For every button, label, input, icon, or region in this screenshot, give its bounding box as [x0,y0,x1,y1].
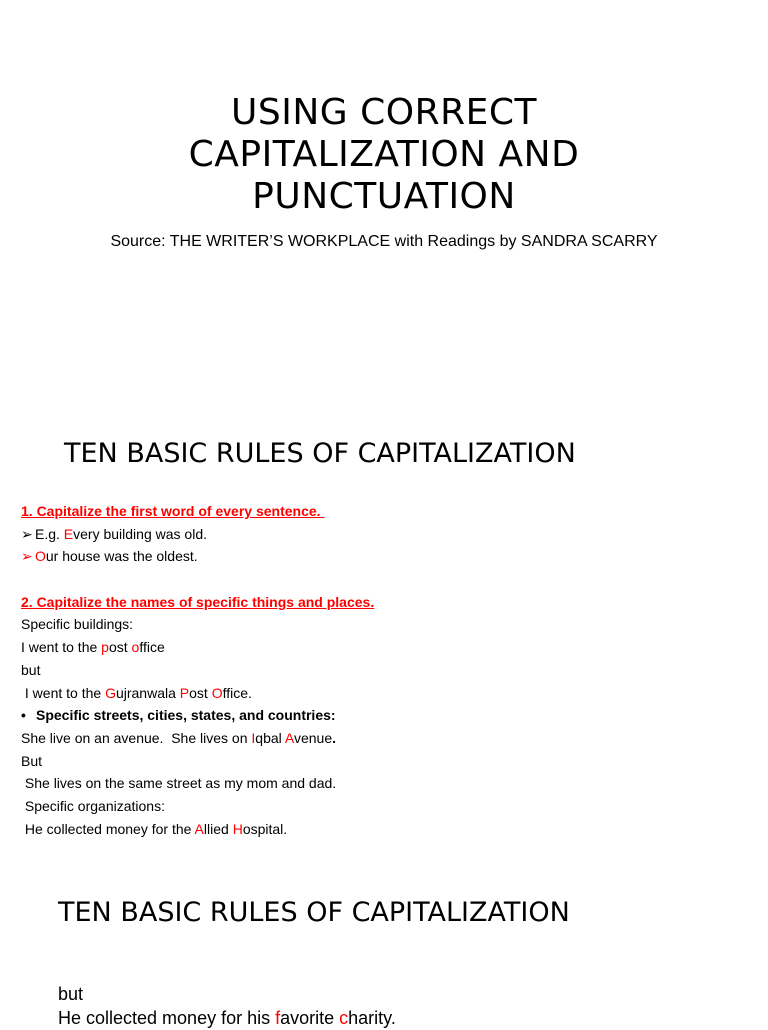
capital-letter: A [284,729,294,746]
example-text: ur house was the oldest. [45,548,198,565]
example-text: venue [293,729,333,746]
example-line [58,1006,758,1030]
example-text: ujranwala [115,684,180,701]
category-label-text: Specific streets, cities, states, and countries: [36,707,336,724]
title-slide [0,92,768,252]
example-line [21,682,741,705]
example-text: He collected money for the [21,820,195,837]
example-text: qbal [255,729,285,746]
example-text: very building was old. [73,525,207,542]
bullet-icon: • [21,707,26,724]
example-text: ffice. [222,684,252,701]
example-text: ost [189,684,212,701]
arrow-bullet-icon: ➢ [21,548,33,565]
example-line: She lives on the same street as my mom and dad. [21,775,337,792]
example-text: She live on an avenue. She lives on [21,729,252,746]
example-text: He collected money for his [58,1008,276,1028]
rule-title-text: 2. Capitalize the names of specific things and places. [21,593,375,610]
category-label: Specific organizations: [21,797,165,814]
category-label: Specific buildings: [21,616,134,633]
slide-heading: TEN BASIC RULES OF CAPITALIZATION [58,897,570,928]
but-line: but [21,661,41,678]
example-line [21,523,741,546]
example-text: ffice [139,639,165,656]
example-text: harity. [348,1008,396,1028]
title-line: PUNCTUATION [252,176,516,217]
letter: o [131,639,140,656]
rule-title [21,591,741,614]
example-text: ost [108,639,132,656]
main-title [0,92,768,218]
rule-title-trailing [321,503,325,519]
letter: f [275,1008,281,1028]
slide-heading: TEN BASIC RULES OF CAPITALIZATION [64,438,576,469]
capital-letter: I [251,729,256,746]
example-prefix: E.g. [35,525,64,542]
capital-letter: A [194,820,204,837]
example-line [21,636,741,659]
letter: p [101,639,109,656]
example-text: llied [203,820,233,837]
spacer [21,568,741,591]
title-line: USING CORRECT [231,92,537,133]
capital-letter: G [105,684,116,701]
example-line [21,818,741,841]
slide3-body [58,982,758,1030]
rules-body [21,500,741,840]
example-text: I went to the [21,639,102,656]
arrow-bullet-icon: ➢ [21,525,33,542]
example-text: avorite [280,1008,340,1028]
capital-letter: H [232,820,243,837]
category-label [21,704,741,727]
rule-title [21,500,741,523]
capital-letter: P [179,684,190,701]
capital-letter: E [63,525,74,542]
example-line [21,727,741,750]
source-subtitle: Source: THE WRITER’S WORKPLACE with Readings by SANDRA SCARRY [110,233,658,250]
example-line [21,545,741,568]
but-line: But [21,752,43,769]
capital-letter: O [211,684,223,701]
but-line: but [58,984,84,1004]
letter: c [339,1008,349,1028]
example-text: ospital. [242,820,288,837]
capital-letter: O [35,548,46,565]
example-text: I went to the [21,684,106,701]
rule-title-text: 1. Capitalize the first word of every sentence. [21,503,321,519]
period: . [332,729,337,746]
title-line: CAPITALIZATION AND [188,134,580,175]
